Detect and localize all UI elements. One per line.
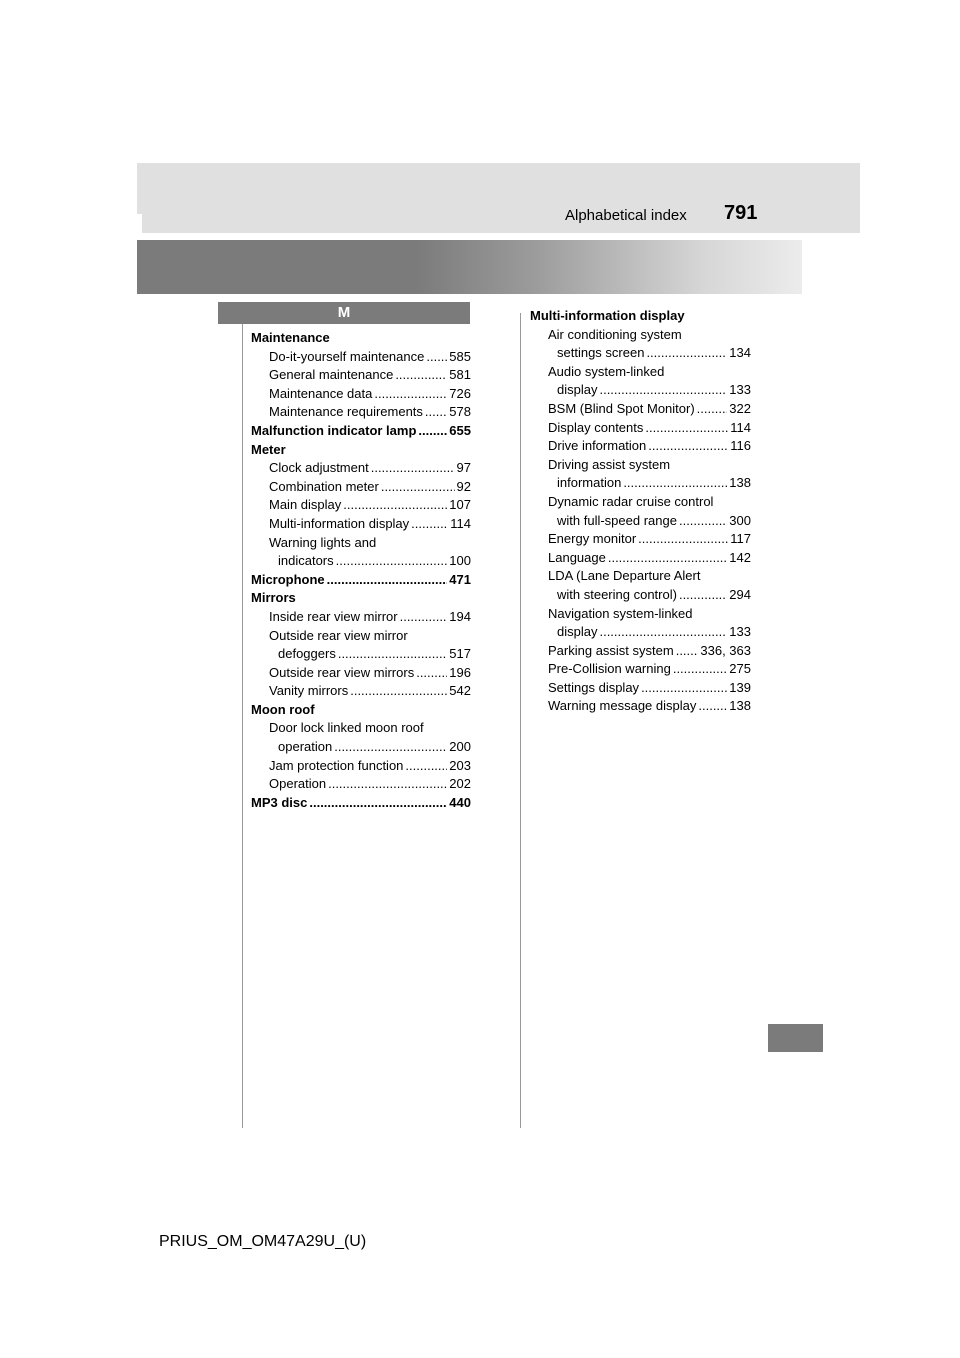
index-entry-page[interactable]: 133 (729, 382, 751, 398)
index-entry (251, 627, 471, 646)
index-entry-page[interactable]: 655 (449, 422, 471, 438)
dot-leader (425, 403, 447, 422)
index-entry-term: MP3 disc (251, 794, 308, 810)
dot-leader (328, 775, 447, 794)
index-entry-term: Vanity mirrors (269, 683, 349, 699)
section-letter-heading: M (218, 302, 470, 324)
index-entry (251, 608, 471, 627)
index-entry (251, 664, 471, 683)
index-entry (251, 571, 471, 590)
dot-leader (426, 348, 447, 367)
index-entry-page[interactable]: 726 (449, 385, 471, 401)
index-entry (251, 534, 471, 553)
index-entry-term: Maintenance (251, 330, 330, 345)
index-entry-term: Drive information (548, 438, 647, 454)
index-entry-term: with steering control) (557, 586, 677, 602)
page-number: 791 (724, 202, 758, 224)
index-entry (251, 329, 471, 348)
index-entry (530, 567, 751, 586)
index-entry (251, 459, 471, 478)
index-entry (530, 623, 751, 642)
dot-leader (381, 478, 455, 497)
index-entry (251, 645, 471, 664)
index-entry (530, 605, 751, 624)
document-code-footer: PRIUS_OM_OM47A29U_(U) (159, 1233, 367, 1250)
index-entry-page[interactable]: 200 (449, 739, 471, 755)
index-entry-page[interactable]: 196 (449, 664, 471, 680)
index-entry-page[interactable]: 203 (449, 757, 471, 773)
dot-leader (608, 549, 727, 568)
dot-leader (374, 385, 447, 404)
index-entry-term: Multi-information display (530, 308, 685, 323)
index-entry-term: indicators (278, 553, 334, 569)
dot-leader (411, 515, 448, 534)
index-entry (530, 493, 751, 512)
index-entry-page[interactable]: 517 (449, 646, 471, 662)
index-entry-page[interactable]: 139 (729, 679, 751, 695)
index-entry-page[interactable]: 471 (449, 571, 471, 587)
index-entry-page[interactable]: 100 (449, 553, 471, 569)
index-entry-page[interactable]: 578 (449, 404, 471, 420)
dot-leader (343, 496, 447, 515)
index-entry-page[interactable]: 114 (730, 419, 751, 435)
index-entry-term: Dynamic radar cruise control (548, 493, 714, 509)
index-entry-term: Clock adjustment (269, 460, 369, 476)
index-entry (251, 794, 471, 813)
dot-leader (416, 664, 447, 683)
dot-leader (648, 437, 728, 456)
index-entry (530, 660, 751, 679)
index-entry-term: Multi-information display (269, 515, 410, 531)
index-entry-term: Display contents (548, 419, 644, 435)
index-entry-page[interactable]: 581 (449, 367, 471, 383)
index-column-left (251, 329, 471, 812)
index-entry-page[interactable]: 133 (729, 624, 751, 640)
index-entry (251, 348, 471, 367)
index-entry (251, 775, 471, 794)
dot-leader (336, 552, 448, 571)
index-entry-page[interactable]: 440 (449, 794, 471, 810)
dot-leader (309, 794, 447, 813)
index-column-right (530, 307, 751, 716)
index-entry-term: display (557, 624, 598, 640)
header-title: Alphabetical index (565, 207, 687, 224)
index-entry (251, 441, 471, 460)
column-rule-left (242, 313, 243, 1128)
index-entry-term: Maintenance requirements (269, 404, 423, 420)
index-entry (530, 307, 751, 326)
dot-leader (405, 757, 447, 776)
dot-leader (679, 512, 727, 531)
index-entry (251, 496, 471, 515)
dot-leader (641, 679, 727, 698)
index-entry (251, 552, 471, 571)
dot-leader (698, 697, 727, 716)
index-entry-term: Pre-Collision warning (548, 661, 671, 677)
index-entry (251, 682, 471, 701)
index-entry-term: Energy monitor (548, 531, 637, 547)
index-entry-term: Operation (269, 776, 327, 792)
dot-leader (676, 642, 699, 661)
section-gradient-band (137, 240, 802, 294)
index-entry-page[interactable]: 92 (456, 478, 471, 494)
index-entry (530, 474, 751, 493)
index-entry (251, 366, 471, 385)
dot-leader (697, 400, 728, 419)
index-entry (530, 697, 751, 716)
index-entry-page[interactable]: 97 (456, 460, 471, 476)
dot-leader (638, 530, 728, 549)
index-entry-page[interactable]: 117 (730, 531, 751, 547)
dot-leader (338, 645, 447, 664)
index-entry-term: Moon roof (251, 701, 315, 717)
index-entry-page[interactable]: 300 (729, 512, 751, 528)
index-entry-term: Jam protection function (269, 757, 404, 773)
column-rule-middle (520, 313, 521, 1128)
index-entry (251, 403, 471, 422)
index-entry-page[interactable]: 336, 363 (700, 642, 751, 658)
index-entry (530, 456, 751, 475)
index-entry-term: Parking assist system (548, 642, 674, 658)
index-entry-term: Combination meter (269, 478, 379, 494)
index-entry-term: Malfunction indicator lamp (251, 422, 417, 438)
index-entry-page[interactable]: 194 (449, 608, 471, 624)
index-entry-page[interactable]: 294 (729, 586, 751, 602)
index-entry (530, 344, 751, 363)
index-entry (530, 363, 751, 382)
index-entry-page[interactable]: 138 (729, 698, 751, 714)
index-entry-term: information (557, 475, 622, 491)
index-entry (530, 381, 751, 400)
index-entry-term: settings screen (557, 345, 645, 361)
dot-leader (599, 381, 727, 400)
index-entry (530, 437, 751, 456)
dot-leader (646, 344, 727, 363)
index-entry (530, 549, 751, 568)
index-entry-term: Settings display (548, 679, 640, 695)
dot-leader (673, 660, 727, 679)
index-entry-page[interactable]: 585 (449, 348, 471, 364)
index-entry-term: display (557, 382, 598, 398)
index-entry (251, 719, 471, 738)
dot-leader (334, 738, 447, 757)
index-entry (251, 478, 471, 497)
index-entry-page[interactable]: 114 (450, 515, 471, 531)
index-entry-page[interactable]: 107 (449, 497, 471, 513)
index-entry-term: Driving assist system (548, 456, 671, 472)
thumb-tab-marker (768, 1024, 823, 1052)
dot-leader (400, 608, 448, 627)
index-entry-term: defoggers (278, 646, 336, 662)
index-entry-term: Mirrors (251, 590, 296, 606)
index-entry-term: General maintenance (269, 367, 394, 383)
dot-leader (645, 419, 728, 438)
index-entry (530, 326, 751, 345)
index-entry (530, 642, 751, 661)
dot-leader (623, 474, 727, 493)
index-entry-page[interactable]: 134 (729, 345, 751, 361)
header-notch (137, 214, 142, 240)
index-entry (251, 757, 471, 776)
index-entry-term: Air conditioning system (548, 326, 682, 342)
index-entry-term: Audio system-linked (548, 363, 665, 379)
dot-leader (371, 459, 455, 478)
index-entry-page[interactable]: 116 (730, 438, 751, 454)
index-entry (251, 385, 471, 404)
index-entry-term: LDA (Lane Departure Alert (548, 568, 701, 584)
index-entry-term: Language (548, 549, 606, 565)
index-entry (530, 512, 751, 531)
index-entry-term: Meter (251, 441, 286, 457)
index-entry-term: Maintenance data (269, 385, 373, 401)
index-entry-term: Outside rear view mirrors (269, 664, 415, 680)
index-entry (251, 515, 471, 534)
index-entry-page[interactable]: 202 (449, 776, 471, 792)
index-entry-term: Outside rear view mirror (269, 627, 408, 643)
index-entry-term: Warning message display (548, 698, 697, 714)
dot-leader (327, 571, 448, 590)
index-entry-term: Do-it-yourself maintenance (269, 348, 425, 364)
index-entry-term: Microphone (251, 571, 325, 587)
index-entry-page[interactable]: 138 (729, 475, 751, 491)
index-entry (530, 530, 751, 549)
index-entry-page[interactable]: 542 (449, 683, 471, 699)
dot-leader (350, 682, 447, 701)
index-entry (530, 400, 751, 419)
index-entry-term: with full-speed range (557, 512, 677, 528)
index-entry-term: Door lock linked moon roof (269, 720, 424, 736)
index-entry-term: operation (278, 739, 333, 755)
dot-leader (599, 623, 727, 642)
index-entry (530, 679, 751, 698)
index-entry (251, 589, 471, 608)
index-entry (530, 586, 751, 605)
index-entry-term: Warning lights and (269, 534, 377, 550)
index-entry (251, 738, 471, 757)
dot-leader (418, 422, 447, 441)
index-entry (251, 701, 471, 720)
index-entry-page[interactable]: 322 (729, 400, 751, 416)
index-entry-page[interactable]: 142 (729, 549, 751, 565)
dot-leader (679, 586, 727, 605)
index-entry-term: BSM (Blind Spot Monitor) (548, 400, 695, 416)
index-entry-term: Inside rear view mirror (269, 608, 398, 624)
index-entry (530, 419, 751, 438)
index-entry-page[interactable]: 275 (729, 661, 751, 677)
index-entry (251, 422, 471, 441)
index-entry-term: Main display (269, 497, 342, 513)
index-entry-term: Navigation system-linked (548, 605, 693, 621)
dot-leader (395, 366, 447, 385)
